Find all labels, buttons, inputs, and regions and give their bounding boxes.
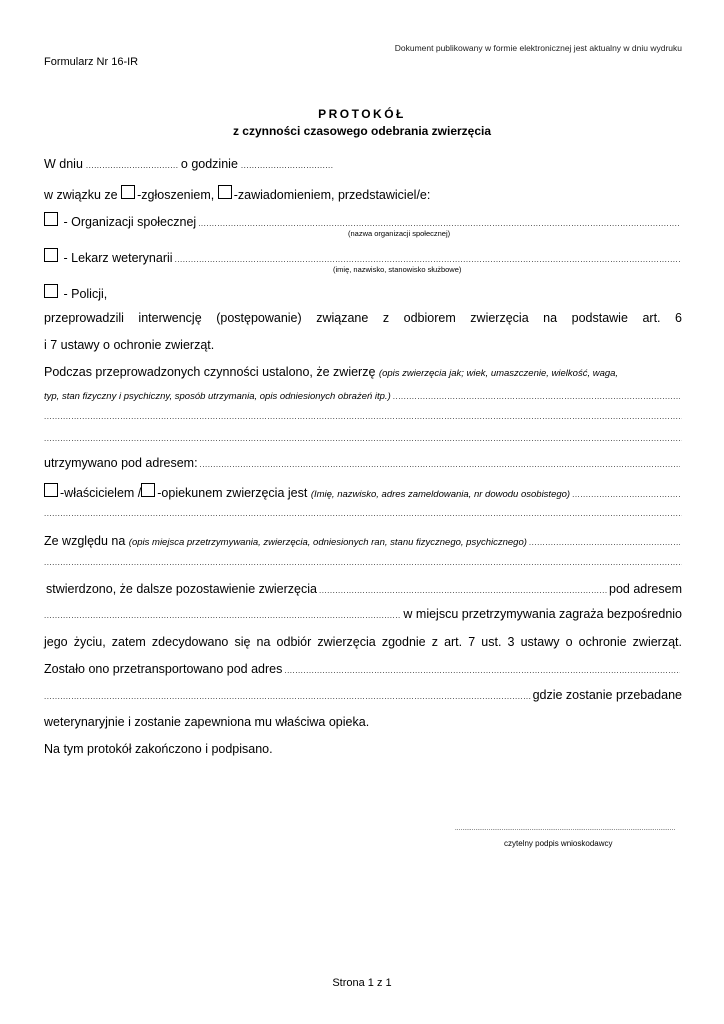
transport-address-field[interactable] xyxy=(284,666,680,675)
statement-text-6: weterynaryjnie i zostanie zapewniona mu właściwa opieka. xyxy=(44,715,370,729)
statement-text-4: Zostało ono przetransportowano pod adres xyxy=(44,662,283,676)
statement-line-2 xyxy=(44,607,682,621)
findings-hint-1: (opis zwierzęcia jak; wiek, umaszczenie, wielkość, waga, xyxy=(378,368,619,379)
findings-blank-2 xyxy=(44,434,682,443)
report-label: -zgłoszeniem, xyxy=(137,188,215,202)
organization-hint: (nazwa organizacji społecznej) xyxy=(348,229,451,238)
statement-line-4 xyxy=(44,662,682,676)
signature-label: czytelny podpis wnioskodawcy xyxy=(504,839,613,848)
notification-checkbox[interactable] xyxy=(218,185,232,199)
date-label: W dniu xyxy=(44,157,83,171)
reason-field-2[interactable] xyxy=(44,558,682,567)
organization-label: - Organizacji społecznej xyxy=(63,215,197,229)
veterinarian-hint: (imię, nazwisko, stanowisko służbowe) xyxy=(333,265,462,274)
guardian-checkbox[interactable] xyxy=(141,483,155,497)
address-field[interactable] xyxy=(200,460,680,469)
page-number: Strona 1 z 1 xyxy=(332,977,392,989)
statement-line-3: jego życiu, zatem zdecydowano się na odbiór zwierzęcia zgodnie z art. 7 ust. 3 ustawy o ochronie zwierząt. xyxy=(44,635,682,649)
intervention-line-2-text: i 7 ustawy o ochronie zwierząt. xyxy=(44,338,215,352)
signature-field[interactable] xyxy=(455,826,675,832)
owner-checkbox[interactable] xyxy=(44,483,58,497)
reason-line xyxy=(44,534,682,548)
findings-line-2 xyxy=(44,391,682,402)
police-label: - Policji, xyxy=(63,287,108,301)
statement-text-5: gdzie zostanie przebadane xyxy=(532,688,682,702)
veterinarian-field[interactable] xyxy=(175,255,680,264)
reason-text: Ze względu na xyxy=(44,534,126,548)
address-label: utrzymywano pod adresem: xyxy=(44,456,198,470)
reason-blank xyxy=(44,558,682,567)
statement-text-2: w miejscu przetrzymywania zagraża bezpośrednio xyxy=(403,607,682,621)
page-subtitle: z czynności czasowego odebrania zwierzęcia xyxy=(232,124,492,138)
date-line xyxy=(44,157,682,171)
reason-hint: (opis miejsca przetrzymywania, zwierzęcia, odniesionych ran, stanu fizycznego, psychicznego) xyxy=(128,537,527,548)
publication-notice: Dokument publikowany w formie elektronicznej jest aktualny w dniu wydruku xyxy=(394,43,682,53)
intervention-line-1: przeprowadzili interwencję (postępowanie) związane z odbiorem zwierzęcia na podstawie art. 6 xyxy=(44,311,682,325)
findings-text: Podczas przeprowadzonych czynności ustalono, że zwierzę xyxy=(44,365,376,379)
findings-blank-1 xyxy=(44,412,682,421)
statement-line-5 xyxy=(44,688,682,702)
page-title: PROTOKÓŁ xyxy=(318,107,406,121)
party-veterinarian xyxy=(44,248,682,265)
statement-line-6 xyxy=(44,715,682,729)
owner-field-2[interactable] xyxy=(44,509,682,518)
statement-field-2[interactable] xyxy=(44,611,401,620)
address-line xyxy=(44,456,682,470)
police-checkbox[interactable] xyxy=(44,284,58,298)
owner-hint: (Imię, nazwisko, adres zameldowania, nr dowodu osobistego) xyxy=(310,489,571,500)
party-organization xyxy=(44,212,682,229)
date-field[interactable] xyxy=(86,161,178,170)
intervention-line-2 xyxy=(44,338,682,352)
party-police xyxy=(44,284,682,301)
reason-field[interactable] xyxy=(529,538,680,547)
hour-label: o godzinie xyxy=(180,157,238,171)
statement-line-7 xyxy=(44,742,682,756)
owner-blank xyxy=(44,509,682,518)
organization-checkbox[interactable] xyxy=(44,212,58,226)
notification-label: -zawiadomieniem, przedstawiciel/e: xyxy=(233,188,431,202)
owner-field[interactable] xyxy=(572,490,680,499)
organization-field[interactable] xyxy=(198,219,680,228)
hour-field[interactable] xyxy=(241,161,333,170)
veterinarian-label: - Lekarz weterynarii xyxy=(63,251,173,265)
findings-field-3[interactable] xyxy=(44,434,682,443)
connection-line xyxy=(44,185,682,202)
veterinarian-checkbox[interactable] xyxy=(44,248,58,262)
statement-line-1 xyxy=(46,582,682,596)
guardian-label: -opiekunem zwierzęcia jest xyxy=(157,486,308,500)
findings-field-2[interactable] xyxy=(44,412,682,421)
connection-prefix: w związku ze xyxy=(44,188,118,202)
report-checkbox[interactable] xyxy=(121,185,135,199)
statement-text-1b: pod adresem xyxy=(609,582,682,596)
form-number: Formularz Nr 16-IR xyxy=(44,56,139,68)
transport-address-field-2[interactable] xyxy=(44,692,531,701)
findings-field-1[interactable] xyxy=(393,392,680,401)
findings-line-1 xyxy=(44,365,682,379)
statement-text-1: stwierdzono, że dalsze pozostawienie zwierzęcia xyxy=(46,582,317,596)
owner-label: -właścicielem / xyxy=(60,486,142,500)
owner-line xyxy=(44,483,682,500)
statement-field-1[interactable] xyxy=(319,586,607,595)
statement-text-7: Na tym protokół zakończono i podpisano. xyxy=(44,742,273,756)
findings-hint-2: typ, stan fizyczny i psychiczny, sposób utrzymania, opis odniesionych obrażeń itp.) xyxy=(44,391,391,402)
